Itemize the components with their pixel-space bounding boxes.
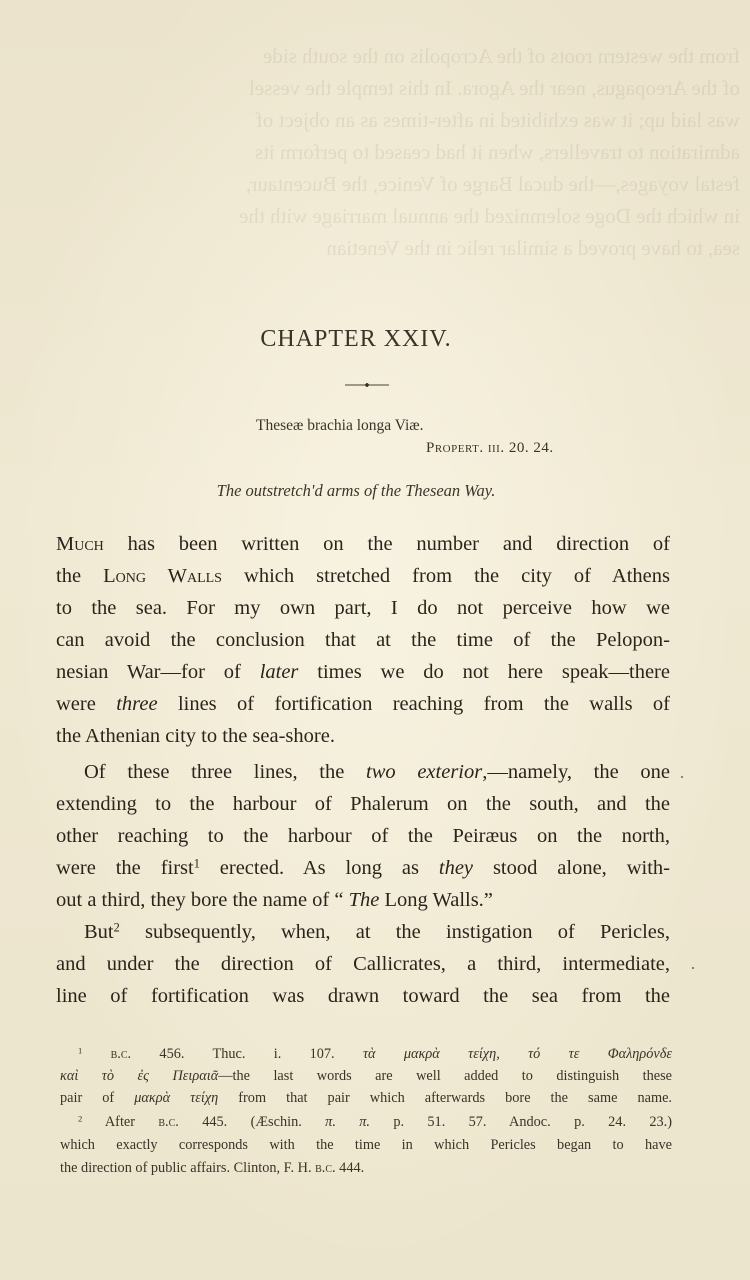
epigraph-book: iii. — [487, 440, 505, 456]
italic-word: later — [259, 661, 299, 683]
body-line-7: the Athenian city to the sea-shore. — [56, 725, 335, 747]
text-run: from that pair which afterwards bore the same name. — [218, 1090, 672, 1106]
body-line-8 — [84, 756, 670, 788]
bleed-line: sea, to have proved a similar relic in the Venetian — [326, 236, 740, 260]
body-line-6 — [56, 688, 670, 720]
chapter-heading: CHAPTER XXIV. — [260, 326, 452, 352]
bc-abbrev: b.c. — [158, 1114, 179, 1130]
footnote-2-line-2: which exactly corresponds with the time in which Pericles began to have — [60, 1137, 672, 1153]
body-line-5 — [56, 656, 670, 688]
bleed-line: from the western roots of the Acropolis on the south side — [262, 44, 740, 68]
bleed-line: in which the Doge solemnized the annual marriage with the — [239, 204, 740, 228]
footnote-ref[interactable]: 1 — [193, 856, 200, 871]
greek-text: μακρὰ τείχη — [134, 1090, 219, 1106]
epigraph-source — [426, 440, 554, 457]
bc-abbrev: b.c. — [315, 1160, 336, 1176]
body-line-15: line of fortification was drawn toward the sea from the — [56, 985, 670, 1007]
text-run: But — [84, 921, 114, 943]
body-line-1 — [56, 528, 670, 560]
text-run: has been written on the number and direction of — [103, 533, 670, 555]
text-run: stood alone, with- — [473, 857, 670, 879]
body-line-12 — [56, 884, 670, 916]
epigraph-ref: 20. 24. — [508, 440, 554, 456]
text-run: Long Walls.” — [379, 889, 493, 911]
text-run: were — [56, 693, 117, 715]
text-run: 444. — [335, 1160, 365, 1176]
epigraph-author: Propert. — [426, 440, 484, 456]
text-run: were the first — [56, 857, 194, 879]
footnote-ref[interactable]: 2 — [113, 920, 120, 935]
body-line-9: extending to the harbour of Phalerum on the south, and the — [56, 793, 670, 815]
footnote-2-line-1 — [78, 1111, 672, 1133]
footnote-1-line-1 — [78, 1043, 672, 1065]
text-run: After — [82, 1114, 159, 1130]
greek-text: π. π. — [325, 1114, 370, 1130]
footnote-number: 1 — [78, 1045, 83, 1056]
bc-abbrev: b.c. — [110, 1046, 132, 1062]
body-line-13 — [84, 916, 670, 948]
body-line-4: can avoid the conclusion that at the time of the Pelopon- — [56, 629, 670, 651]
text-run: —the last words are well added to distinguish these — [218, 1068, 672, 1084]
paper-speck — [692, 967, 694, 969]
body-line-11 — [56, 852, 670, 884]
bleed-line: was laid up; it was exhibited in after-times as an object of — [255, 108, 740, 132]
text-run: times we do not here speak—there — [298, 661, 670, 683]
body-line-2 — [56, 560, 670, 592]
footnote-1-line-3 — [60, 1087, 672, 1109]
text-run: pair of — [60, 1090, 135, 1106]
italic-word: they — [438, 857, 474, 879]
italic-word: three — [116, 693, 158, 715]
body-line-14: and under the direction of Callicrates, a third, intermediate, — [56, 953, 670, 975]
text-run: out a third, they bore the name of “ — [56, 889, 349, 911]
ornament-rule — [345, 383, 389, 387]
italic-word: The — [348, 889, 380, 911]
text-run: 445. (Æschin. — [178, 1114, 326, 1130]
opening-word: Much — [56, 533, 104, 555]
text-run: ,—namely, the one — [482, 761, 671, 783]
footnote-2-line-3 — [60, 1157, 672, 1179]
text-run: lines of fortification reaching from the walls of — [157, 693, 670, 715]
text-run: the — [56, 565, 104, 587]
bleed-through-text — [40, 40, 740, 320]
text-run: Of these three lines, the — [84, 761, 367, 783]
text-run: the direction of public affairs. Clinton, F. H. — [60, 1160, 316, 1176]
body-line-3: to the sea. For my own part, I do not perceive how we — [56, 597, 670, 619]
greek-text: τὰ μακρὰ τείχη, τό τε Φαληρόνδε — [362, 1046, 673, 1062]
footnote-1-line-2 — [60, 1065, 672, 1087]
text-run: 456. Thuc. i. 107. — [131, 1046, 363, 1062]
text-run: which stretched from the city of Athens — [221, 565, 670, 587]
italic-word: two exterior — [366, 761, 483, 783]
text-run: p. 51. 57. Andoc. p. 24. 23.) — [369, 1114, 672, 1130]
text-run: erected. As long as — [199, 857, 439, 879]
body-line-10: other reaching to the harbour of the Peiræus on the north, — [56, 825, 670, 847]
greek-text: καὶ τὸ ἐς Πειραιᾶ — [60, 1068, 219, 1084]
bleed-line: admiration to travellers, when it had ceased to perform its — [254, 140, 740, 164]
bleed-line: of the Areopagus, near the Agora. In this temple the vessel — [248, 76, 740, 100]
long-walls-term: Long Walls — [103, 565, 222, 587]
epigraph-translation: The outstretch'd arms of the Thesean Way. — [216, 481, 496, 500]
epigraph-line: Theseæ brachia longa Viæ. — [256, 417, 424, 434]
bleed-line: festal voyages,—the ducal Barge of Venice, the Bucentaur, — [245, 172, 740, 196]
paper-speck — [681, 776, 683, 778]
text-run: subsequently, when, at the instigation of Pericles, — [119, 921, 670, 943]
text-run: nesian War—for of — [56, 661, 260, 683]
footnote-number: 2 — [78, 1113, 83, 1124]
